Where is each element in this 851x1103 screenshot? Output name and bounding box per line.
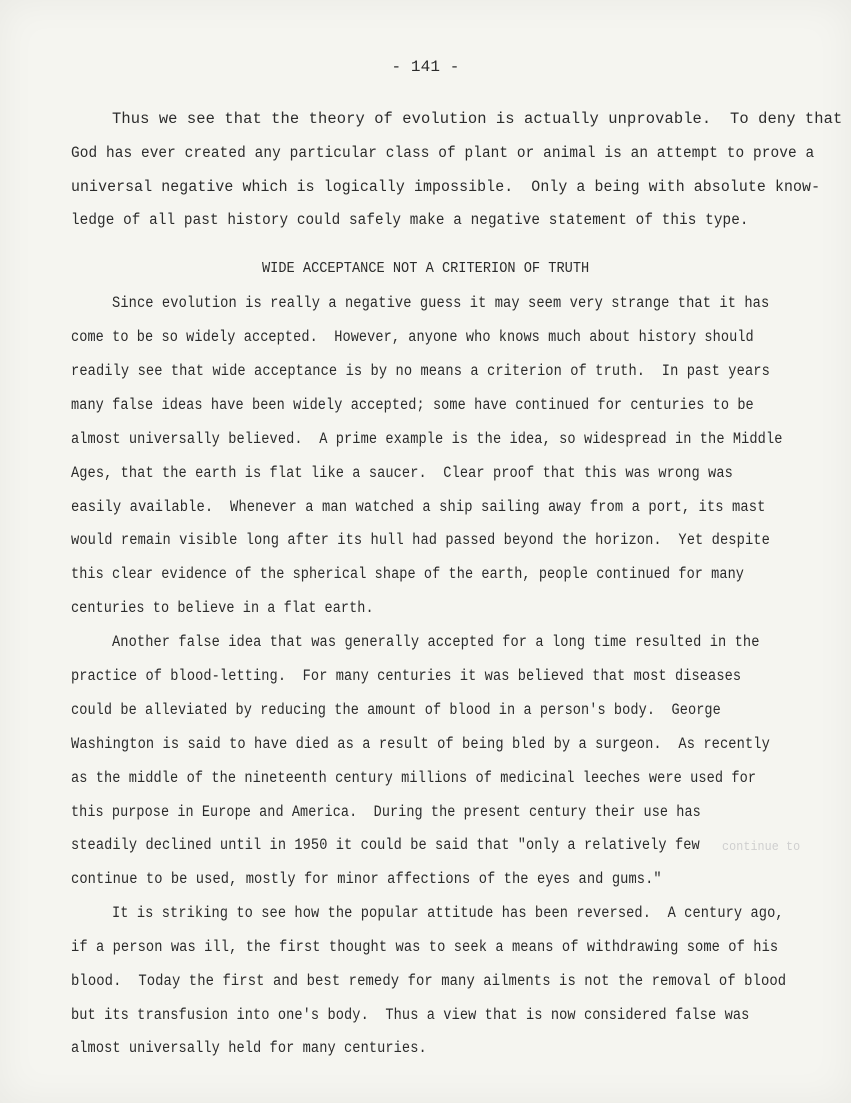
paragraph-3-line-1: Another false idea that was generally accepted for a long time resulted in the bbox=[112, 633, 760, 651]
paragraph-1-line-2: God has ever created any particular class of plant or animal is an attempt to prove a bbox=[71, 144, 815, 162]
paragraph-4-line-1: It is striking to see how the popular attitude has been reversed. A century ago, bbox=[112, 904, 784, 922]
paragraph-2-line-7: easily available. Whenever a man watched a ship sailing away from a port, its mast bbox=[71, 498, 766, 516]
paragraph-2-line-10: centuries to believe in a flat earth. bbox=[71, 599, 374, 617]
paragraph-1-line-3: universal negative which is logically impossible. Only a being with absolute know- bbox=[71, 178, 821, 196]
paragraph-3-line-6: this purpose in Europe and America. During the present century their use has bbox=[71, 803, 701, 821]
paragraph-3-line-7: steadily declined until in 1950 it could be said that "only a relatively few bbox=[71, 836, 700, 854]
paragraph-2-line-6: Ages, that the earth is flat like a saucer. Clear proof that this was wrong was bbox=[71, 464, 733, 482]
section-heading: WIDE ACCEPTANCE NOT A CRITERION OF TRUTH bbox=[262, 261, 590, 277]
paragraph-1-line-4: ledge of all past history could safely make a negative statement of this type. bbox=[71, 211, 749, 229]
paragraph-3-line-5: as the middle of the nineteenth century millions of medicinal leeches were used for bbox=[71, 769, 757, 787]
paragraph-1-line-1: Thus we see that the theory of evolution is actually unprovable. To deny that bbox=[112, 110, 843, 128]
page-number: - 141 - bbox=[391, 58, 460, 76]
paragraph-4-line-5: almost universally held for many centuries. bbox=[71, 1039, 427, 1057]
paragraph-3-line-8: continue to be used, mostly for minor affections of the eyes and gums." bbox=[71, 870, 662, 888]
paragraph-4-line-2: if a person was ill, the first thought was to seek a means of withdrawing some of his bbox=[71, 938, 779, 956]
paragraph-3-line-2: practice of blood-letting. For many centuries it was believed that most diseases bbox=[71, 667, 742, 685]
paragraph-2-line-3: readily see that wide acceptance is by no means a criterion of truth. In past years bbox=[71, 362, 770, 380]
paragraph-4-line-4: but its transfusion into one's body. Thus a view that is now considered false was bbox=[71, 1006, 750, 1024]
paragraph-3-line-4: Washington is said to have died as a result of being bled by a surgeon. As recently bbox=[71, 735, 770, 753]
paragraph-2-line-8: would remain visible long after its hull had passed beyond the horizon. Yet despite bbox=[71, 531, 770, 549]
faint-bleed-text: continue to bbox=[722, 839, 801, 854]
paragraph-2-line-9: this clear evidence of the spherical shape of the earth, people continued for many bbox=[71, 565, 745, 583]
paragraph-3-line-3: could be alleviated by reducing the amount of blood in a person's body. George bbox=[71, 701, 721, 719]
paragraph-4-line-3: blood. Today the first and best remedy for many ailments is not the removal of blood bbox=[71, 972, 787, 990]
paragraph-2-line-5: almost universally believed. A prime example is the idea, so widespread in the Middle bbox=[71, 430, 783, 448]
paragraph-2-line-4: many false ideas have been widely accepted; some have continued for centuries to be bbox=[71, 396, 754, 414]
paragraph-2-line-1: Since evolution is really a negative guess it may seem very strange that it has bbox=[112, 294, 770, 312]
paragraph-2-line-2: come to be so widely accepted. However, anyone who knows much about history should bbox=[71, 328, 754, 346]
